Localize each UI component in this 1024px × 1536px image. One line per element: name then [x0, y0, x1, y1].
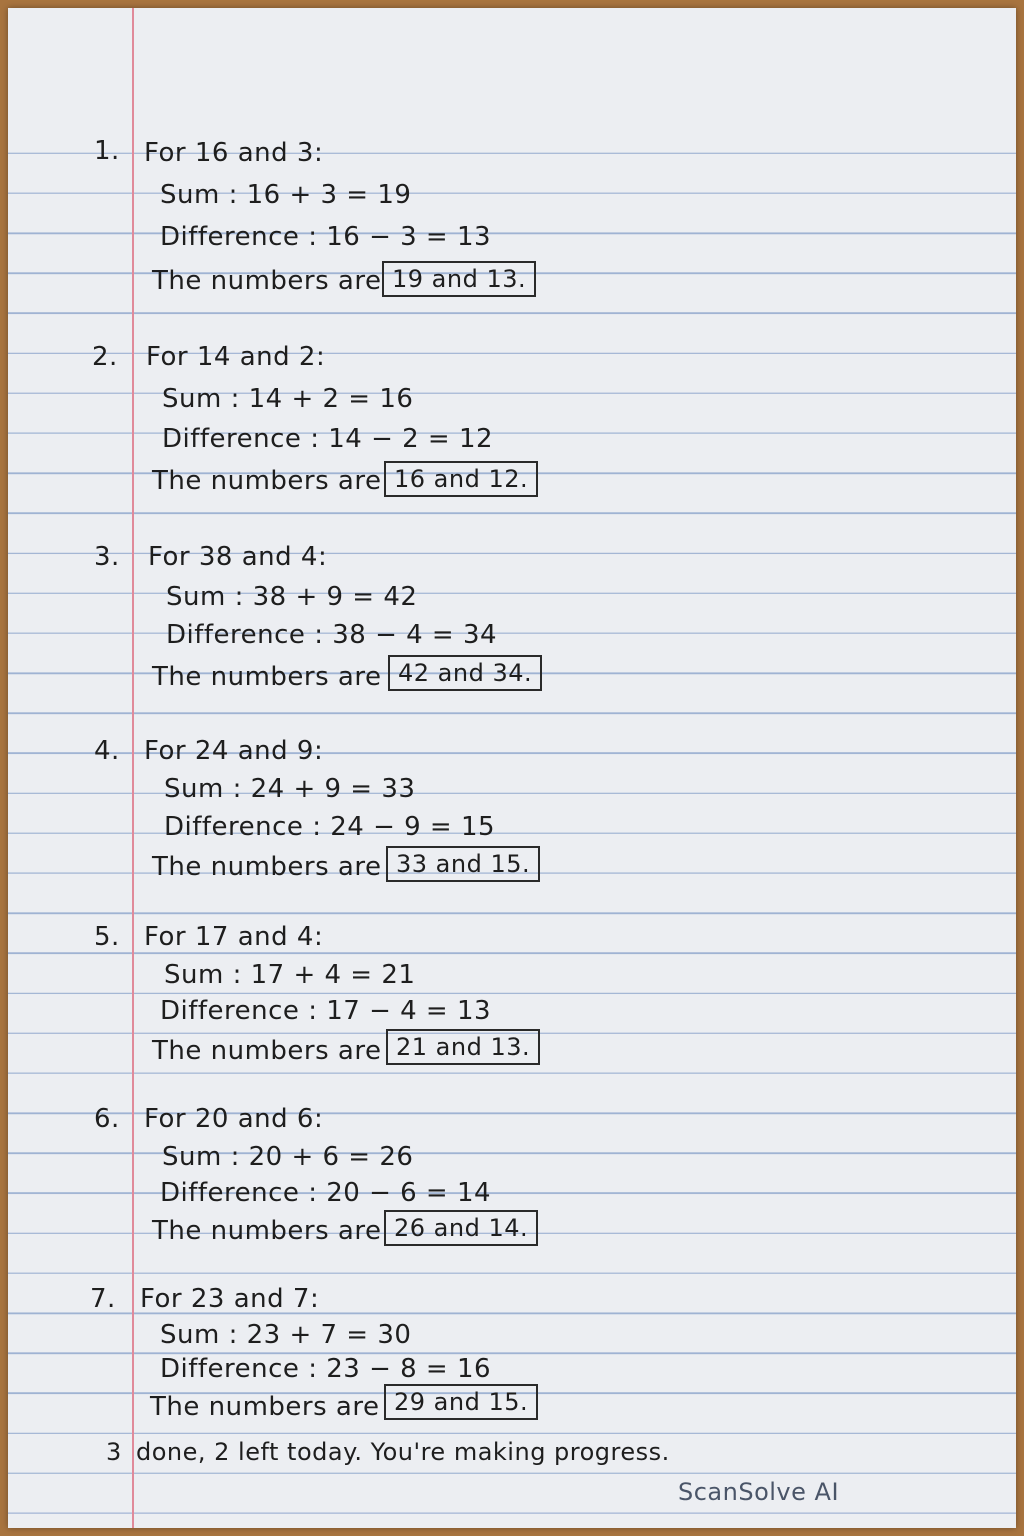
- note-number: 3: [106, 1438, 122, 1466]
- problem-number: 5.: [94, 922, 120, 952]
- sum-line: Sum : 17 + 4 = 21: [164, 960, 416, 990]
- problem-number: 6.: [94, 1104, 120, 1134]
- difference-line: Difference : 20 − 6 = 14: [160, 1178, 492, 1208]
- result-label: The numbers are: [152, 662, 382, 692]
- sum-line: Sum : 24 + 9 = 33: [164, 774, 416, 804]
- sum-line: Sum : 20 + 6 = 26: [162, 1142, 414, 1172]
- result-label: The numbers are: [152, 1036, 382, 1066]
- answer-box: 19 and 13.: [382, 261, 536, 297]
- problem-header: For 23 and 7:: [140, 1284, 320, 1314]
- sum-line: Sum : 38 + 9 = 42: [166, 582, 418, 612]
- difference-line: Difference : 24 − 9 = 15: [164, 812, 496, 842]
- problem-number: 2.: [92, 342, 118, 372]
- result-label: The numbers are: [152, 852, 382, 882]
- margin-line: [132, 8, 134, 1528]
- problem-number: 3.: [94, 542, 120, 572]
- problem-number: 1.: [94, 136, 120, 166]
- difference-line: Difference : 38 − 4 = 34: [166, 620, 498, 650]
- problem-header: For 20 and 6:: [144, 1104, 324, 1134]
- result-label: The numbers are: [152, 466, 382, 496]
- result-label: The numbers are: [152, 266, 382, 296]
- problem-header: For 16 and 3:: [144, 138, 324, 168]
- problem-header: For 38 and 4:: [148, 542, 328, 572]
- answer-box: 42 and 34.: [388, 655, 542, 691]
- answer-box: 16 and 12.: [384, 461, 538, 497]
- answer-box: 26 and 14.: [384, 1210, 538, 1246]
- difference-line: Difference : 23 − 8 = 16: [160, 1354, 492, 1384]
- answer-box: 33 and 15.: [386, 846, 540, 882]
- difference-line: Difference : 17 − 4 = 13: [160, 996, 492, 1026]
- problem-header: For 17 and 4:: [144, 922, 324, 952]
- problem-header: For 14 and 2:: [146, 342, 326, 372]
- sum-line: Sum : 23 + 7 = 30: [160, 1320, 412, 1350]
- answer-box: 29 and 15.: [384, 1384, 538, 1420]
- problem-number: 4.: [94, 736, 120, 766]
- problem-header: For 24 and 9:: [144, 736, 324, 766]
- result-label: The numbers are: [152, 1216, 382, 1246]
- result-label: The numbers are: [150, 1392, 380, 1422]
- brand-watermark: ScanSolve AI: [678, 1478, 840, 1506]
- difference-line: Difference : 14 − 2 = 12: [162, 424, 494, 454]
- problem-number: 7.: [90, 1284, 116, 1314]
- sum-line: Sum : 14 + 2 = 16: [162, 384, 414, 414]
- answer-box: 21 and 13.: [386, 1029, 540, 1065]
- sum-line: Sum : 16 + 3 = 19: [160, 180, 412, 210]
- note-text: done, 2 left today. You're making progress.: [136, 1438, 670, 1466]
- difference-line: Difference : 16 − 3 = 13: [160, 222, 492, 252]
- notebook-paper: [8, 8, 1016, 1528]
- paper-header-space: [8, 8, 1016, 126]
